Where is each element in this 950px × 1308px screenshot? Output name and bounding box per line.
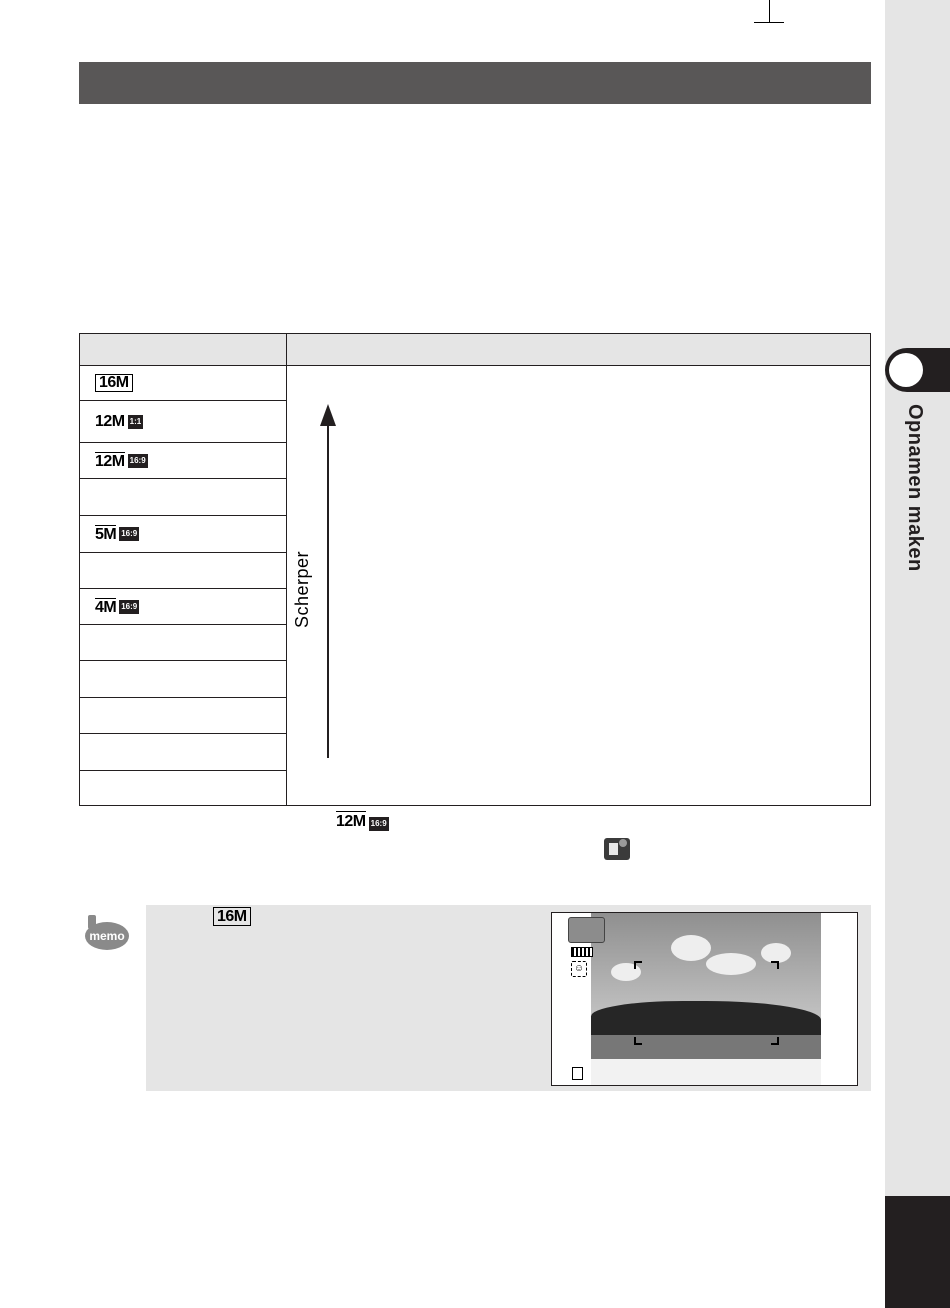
table-row bbox=[80, 625, 286, 661]
resolution-table bbox=[79, 333, 871, 806]
crop-mark bbox=[754, 22, 784, 23]
size-label: 5M bbox=[95, 526, 117, 543]
size-label: 16M bbox=[95, 374, 133, 392]
ratio-label: 1:1 bbox=[128, 415, 144, 429]
ratio-label: 16:9 bbox=[119, 600, 139, 614]
size-label: 4M bbox=[95, 598, 117, 616]
size-icon bbox=[95, 525, 139, 543]
table-row bbox=[80, 589, 286, 625]
size-16m-icon bbox=[213, 908, 251, 926]
table-row bbox=[80, 661, 286, 698]
size-label: 12M bbox=[336, 813, 366, 830]
size-icon bbox=[95, 598, 139, 616]
size-label: 12M bbox=[95, 412, 125, 430]
table-row bbox=[80, 698, 286, 734]
section-title-bar bbox=[79, 62, 871, 104]
table-row bbox=[80, 443, 286, 479]
size-icon bbox=[95, 374, 133, 392]
crop-mark bbox=[769, 0, 770, 22]
table-row bbox=[80, 771, 286, 805]
sharper-label: Scherper bbox=[292, 550, 312, 628]
mode-icon bbox=[568, 917, 605, 943]
size-12m-169-icon bbox=[336, 813, 389, 831]
table-row bbox=[80, 479, 286, 516]
memo-icon bbox=[80, 912, 130, 952]
beach-photo bbox=[591, 913, 821, 1085]
chapter-title: Opnamen maken bbox=[904, 404, 926, 572]
table-row bbox=[80, 516, 286, 553]
table-row bbox=[80, 734, 286, 771]
table-header bbox=[80, 334, 870, 366]
header-divider bbox=[286, 334, 287, 365]
chapter-number-circle bbox=[889, 353, 923, 387]
size-label: 16M bbox=[213, 907, 251, 926]
table-row bbox=[80, 553, 286, 589]
size-icon bbox=[95, 452, 148, 470]
chapter-tab bbox=[885, 0, 950, 1308]
card-mode-icon bbox=[604, 838, 630, 860]
face-detect-icon: ☺ bbox=[571, 961, 587, 977]
table-row bbox=[80, 365, 286, 401]
battery-icon bbox=[571, 947, 593, 957]
memo-label: memo bbox=[89, 929, 125, 943]
table-row bbox=[80, 401, 286, 443]
camera-screen bbox=[551, 912, 858, 1086]
sd-card-icon bbox=[572, 1067, 583, 1080]
ratio-label: 16:9 bbox=[128, 454, 148, 468]
column-divider bbox=[286, 365, 287, 805]
ratio-label: 16:9 bbox=[119, 527, 139, 541]
size-label: 12M bbox=[95, 452, 125, 470]
page-number-block bbox=[885, 1196, 950, 1308]
size-icon bbox=[95, 413, 143, 431]
arrow-shaft bbox=[327, 420, 329, 758]
ratio-label: 16:9 bbox=[369, 817, 389, 831]
